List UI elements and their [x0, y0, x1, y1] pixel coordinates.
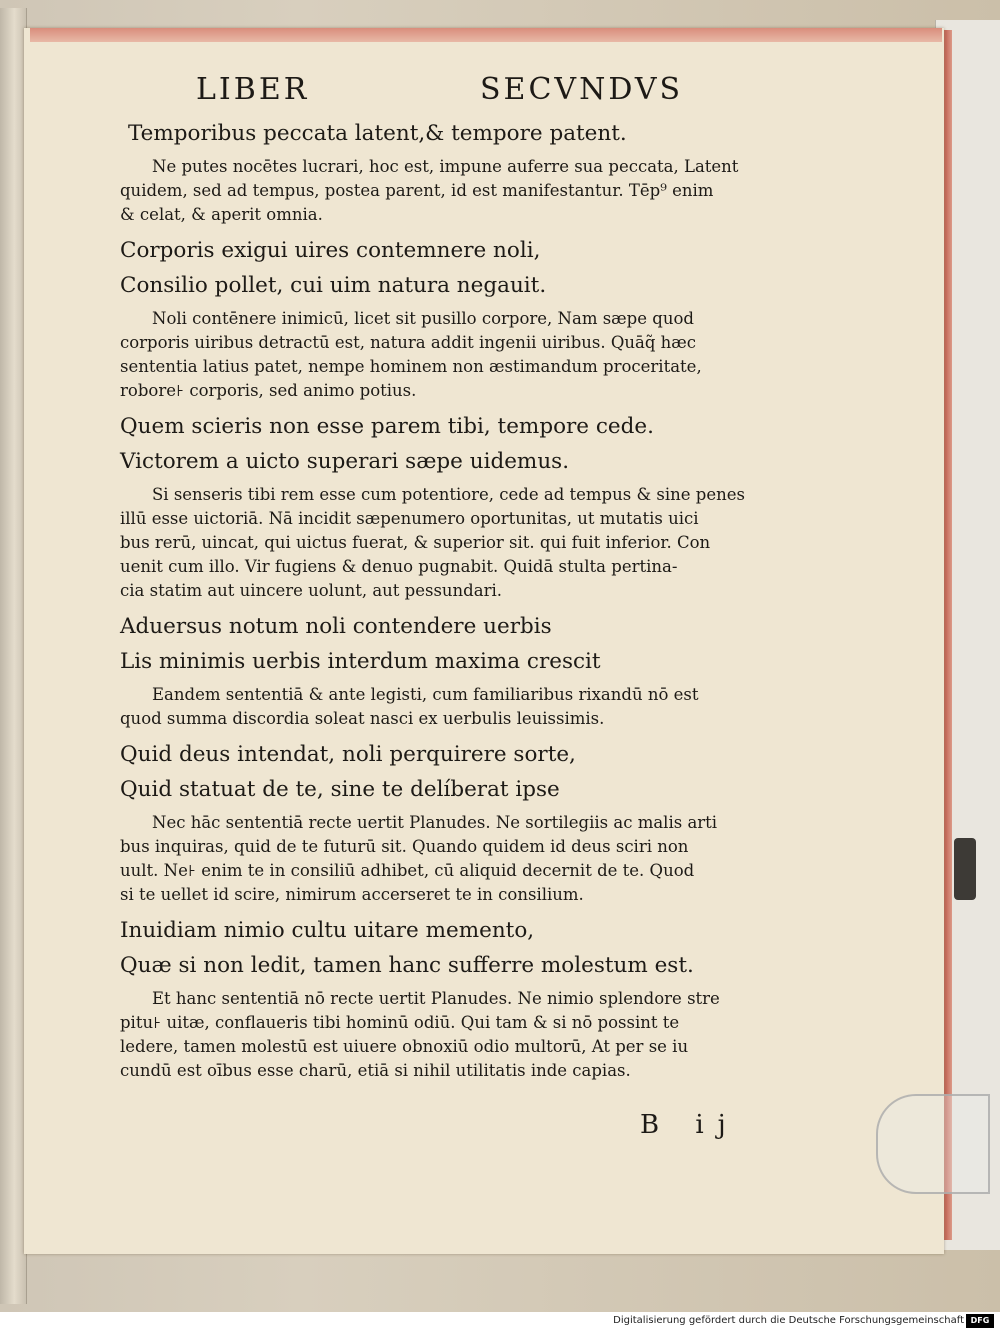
left-page-edge [0, 8, 27, 1304]
commentary-line: & celat, & aperit omnia. [120, 205, 323, 224]
commentary-line: Eandem sententiā & ante legisti, cum familiaribus rixandū nō est [152, 685, 699, 704]
verse-line: Quem scieris non esse parem tibi, tempore cede. [120, 414, 654, 439]
verse-line: Lis minimis uerbis interdum maxima crescit [120, 649, 601, 674]
commentary [120, 987, 800, 1083]
commentary-line: Noli contēnere inimicū, licet sit pusillo corpore, Nam sæpe quod [152, 309, 694, 328]
commentary-line: bus rerū, uincat, qui uictus fuerat, & superior sit. qui fuit inferior. Con [120, 533, 711, 552]
page-text [120, 72, 800, 1089]
verse-line: Consilio pollet, cui uim natura negauit. [120, 273, 547, 298]
text-block [120, 913, 800, 1083]
commentary-line: quidem, sed ad tempus, postea parent, id est manifestantur. Tēp⁹ enim [120, 181, 714, 200]
commentary-line: uenit cum illo. Vir fugiens & denuo pugnabit. Quidā stulta pertina- [120, 557, 678, 576]
text-block [120, 737, 800, 907]
text-block [120, 233, 800, 403]
clasp-tab [954, 838, 976, 900]
verse-line: Temporibus peccata latent,& tempore patent. [128, 121, 627, 146]
commentary-line: Et hanc sententiā nō recte uertit Planudes. Ne nimio splendore stre [152, 989, 720, 1008]
verse-line: Aduersus notum noli contendere uerbis [120, 614, 552, 639]
verse-line: Quid deus intendat, noli perquirere sorte, [120, 742, 576, 767]
commentary-line: pitu꜔ uitæ, conflaueris tibi hominū odiū. Qui tam & si nō possint te [120, 1013, 680, 1032]
commentary-line: si te uellet id scire, nimirum accerseret te in consilium. [120, 885, 584, 904]
commentary-line: quod summa discordia soleat nasci ex uerbulis leuissimis. [120, 709, 605, 728]
commentary-line: illū esse uictoriā. Nā incidit sæpenumero oportunitas, ut mutatis uici [120, 509, 699, 528]
commentary [120, 811, 800, 907]
text-block [120, 409, 800, 603]
signature-mark: B ij [640, 1110, 740, 1140]
commentary-line: corporis uiribus detractū est, natura addit ingenii uiribus. Quāq̃ hæc [120, 333, 697, 352]
commentary-line: Ne putes nocētes lucrari, hoc est, impune auferre sua peccata, Latent [152, 157, 739, 176]
commentary-line: ledere, tamen molestū est uiuere obnoxiū odio multorū, At per se iu [120, 1037, 689, 1056]
commentary-line: uult. Ne꜔ enim te in consiliū adhibet, cū aliquid decernit de te. Quod [120, 861, 695, 880]
commentary-line: bus inquiras, quid de te futurū sit. Quando quidem id deus sciri non [120, 837, 689, 856]
dfg-logo: DFG [966, 1314, 994, 1328]
funding-credit: Digitalisierung gefördert durch die Deutsche Forschungsgemeinschaft [613, 1315, 964, 1326]
page-clip [876, 1094, 990, 1194]
page-top-edge [30, 28, 942, 42]
text-block [120, 609, 800, 731]
commentary [120, 307, 800, 403]
text-block [120, 116, 800, 227]
commentary-line: cundū est oībus esse charū, etiā si nihil utilitatis inde capias. [120, 1061, 631, 1080]
commentary-line: robore꜔ corporis, sed animo potius. [120, 381, 417, 400]
verse-line: Victorem a uicto superari sæpe uidemus. [120, 449, 570, 474]
commentary [120, 155, 800, 227]
header-left: LIBER [196, 72, 310, 107]
commentary-line: Si senseris tibi rem esse cum potentiore, cede ad tempus & sine penes [152, 485, 745, 504]
commentary [120, 683, 800, 731]
running-header [120, 72, 800, 116]
commentary [120, 483, 800, 603]
commentary-line: sententia latius patet, nempe hominem non æstimandum proceritate, [120, 357, 702, 376]
header-right: SECVNDVS [480, 72, 684, 107]
verse-line: Inuidiam nimio cultu uitare memento, [120, 918, 535, 943]
commentary-line: cia statim aut uincere uolunt, aut pessundari. [120, 581, 502, 600]
commentary-line: Nec hāc sententiā recte uertit Planudes. Ne sortilegiis ac malis arti [152, 813, 718, 832]
verse-line: Corporis exigui uires contemnere noli, [120, 238, 541, 263]
verse-line: Quæ si non ledit, tamen hanc sufferre molestum est. [120, 953, 694, 978]
verse-line: Quid statuat de te, sine te delíberat ipse [120, 777, 560, 802]
